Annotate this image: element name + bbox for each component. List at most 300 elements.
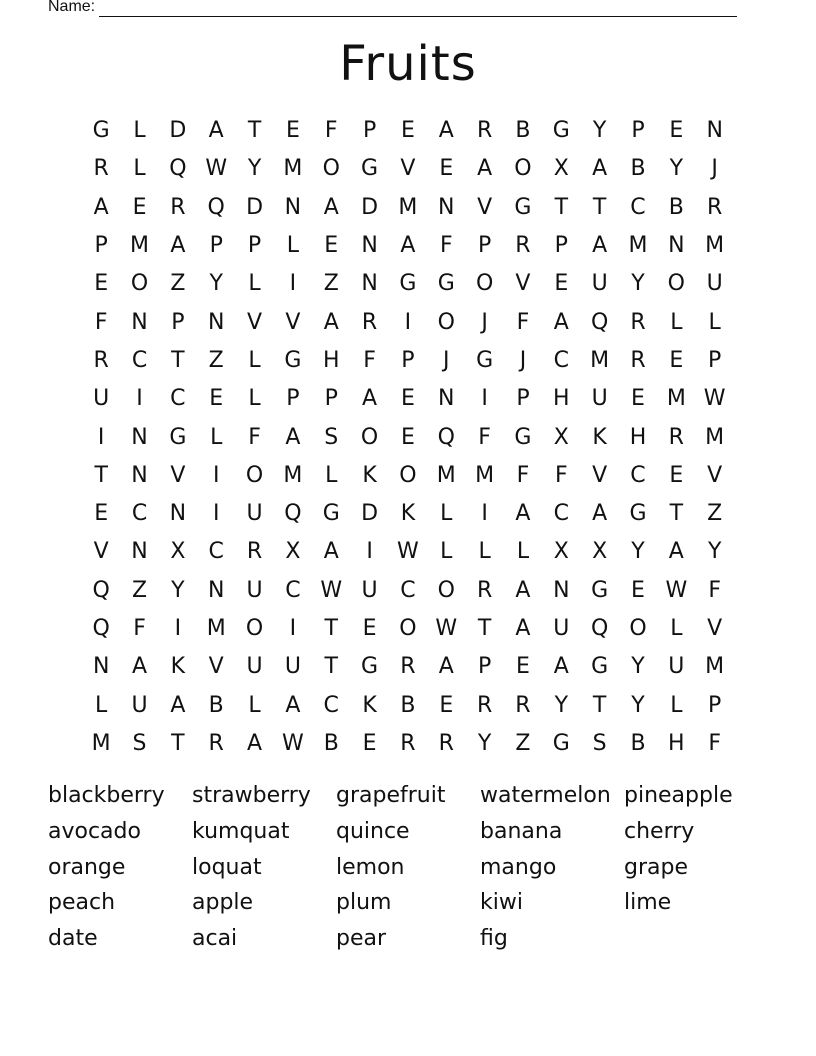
grid-cell[interactable]: B xyxy=(668,194,684,220)
grid-cell[interactable]: I xyxy=(212,501,220,527)
grid-cell[interactable]: F xyxy=(554,462,568,488)
grid-cell[interactable]: G xyxy=(476,347,494,373)
grid-cell[interactable]: Y xyxy=(171,577,185,603)
grid-cell[interactable]: E xyxy=(516,654,530,680)
grid-cell[interactable]: N xyxy=(207,577,225,603)
grid-cell[interactable]: L xyxy=(440,539,453,565)
grid-cell[interactable]: E xyxy=(669,118,684,144)
grid-cell[interactable]: S xyxy=(324,424,339,450)
grid-cell[interactable]: H xyxy=(668,730,685,756)
grid-cell[interactable]: C xyxy=(630,194,646,220)
grid-cell[interactable]: E xyxy=(439,156,454,182)
grid-cell[interactable]: G xyxy=(361,156,379,182)
grid-cell[interactable]: D xyxy=(169,118,187,144)
grid-cell[interactable]: I xyxy=(97,424,105,450)
grid-cell[interactable]: G xyxy=(552,730,570,756)
grid-cell[interactable]: A xyxy=(553,309,569,335)
grid-cell[interactable]: A xyxy=(438,118,454,144)
grid-cell[interactable]: R xyxy=(630,347,646,373)
grid-cell[interactable]: G xyxy=(361,654,379,680)
grid-cell[interactable]: J xyxy=(519,347,527,373)
grid-cell[interactable]: N xyxy=(169,501,187,527)
grid-cell[interactable]: F xyxy=(133,616,146,641)
grid-cell[interactable]: N xyxy=(361,271,378,297)
grid-cell[interactable]: J xyxy=(481,309,488,335)
grid-cell[interactable]: V xyxy=(208,654,224,680)
grid-cell[interactable]: R xyxy=(246,539,263,565)
grid-cell[interactable]: L xyxy=(248,386,261,412)
grid-cell[interactable]: R xyxy=(515,692,531,718)
grid-cell[interactable]: R xyxy=(170,194,186,220)
grid-cell[interactable]: N xyxy=(131,424,148,450)
grid-cell[interactable]: B xyxy=(208,692,224,718)
grid-cell[interactable]: E xyxy=(324,233,339,259)
grid-cell[interactable]: M xyxy=(206,616,226,641)
grid-cell[interactable]: U xyxy=(591,271,608,297)
grid-cell[interactable]: I xyxy=(366,539,373,565)
grid-cell[interactable]: G xyxy=(552,118,570,144)
grid-cell[interactable]: Q xyxy=(92,577,110,603)
grid-cell[interactable]: W xyxy=(435,616,458,641)
grid-cell[interactable]: M xyxy=(283,462,303,488)
grid-cell[interactable]: M xyxy=(705,424,725,450)
grid-cell[interactable]: U xyxy=(553,616,570,641)
grid-cell[interactable]: X xyxy=(170,539,186,565)
grid-cell[interactable]: I xyxy=(174,616,182,641)
grid-cell[interactable]: E xyxy=(669,462,684,488)
grid-cell[interactable]: Z xyxy=(323,271,339,297)
grid-cell[interactable]: A xyxy=(592,156,608,182)
grid-cell[interactable]: X xyxy=(285,539,301,565)
grid-cell[interactable]: V xyxy=(707,462,723,488)
grid-cell[interactable]: V xyxy=(400,156,416,182)
grid-cell[interactable]: L xyxy=(516,539,530,565)
grid-cell[interactable]: V xyxy=(285,309,301,335)
grid-cell[interactable]: R xyxy=(668,424,684,450)
grid-cell[interactable]: K xyxy=(400,501,416,527)
grid-cell[interactable]: R xyxy=(707,194,723,220)
grid-cell[interactable]: Y xyxy=(669,156,684,182)
grid-cell[interactable]: X xyxy=(553,539,569,565)
grid-row xyxy=(82,189,734,227)
grid-cell[interactable]: A xyxy=(285,692,301,718)
name-label: Name: xyxy=(48,0,96,15)
grid-cell[interactable]: M xyxy=(398,194,418,220)
grid-cell[interactable]: C xyxy=(170,386,186,412)
grid-cell[interactable]: G xyxy=(322,501,340,527)
grid-cell[interactable]: H xyxy=(322,347,340,373)
grid-cell[interactable]: T xyxy=(324,654,338,680)
grid-cell[interactable]: R xyxy=(93,347,109,373)
grid-cell[interactable]: Q xyxy=(92,616,110,641)
grid-cell[interactable]: C xyxy=(400,577,416,603)
grid-cell[interactable]: U xyxy=(93,386,110,412)
grid-cell[interactable]: P xyxy=(209,233,223,259)
grid-cell[interactable]: R xyxy=(476,692,493,718)
grid-cell[interactable]: N xyxy=(706,118,723,144)
grid-cell[interactable]: E xyxy=(209,386,224,412)
grid-cell[interactable]: L xyxy=(95,692,108,718)
grid-cell[interactable]: F xyxy=(363,347,376,373)
grid-cell[interactable]: Y xyxy=(209,271,223,297)
grid-cell[interactable]: Z xyxy=(707,501,723,527)
grid-row xyxy=(82,380,734,418)
grid-cell[interactable]: U xyxy=(706,271,723,297)
grid-cell[interactable]: P xyxy=(477,654,492,680)
grid-cell[interactable]: L xyxy=(440,501,453,527)
grid-cell[interactable]: T xyxy=(554,194,569,220)
grid-cell[interactable]: E xyxy=(132,194,147,220)
grid-cell[interactable]: T xyxy=(477,616,492,641)
grid-cell[interactable]: B xyxy=(630,156,646,182)
grid-cell[interactable]: N xyxy=(668,233,685,259)
grid-cell[interactable]: V xyxy=(170,462,186,488)
grid-cell[interactable]: A xyxy=(668,539,684,565)
grid-cell[interactable]: U xyxy=(246,501,263,527)
grid-cell[interactable]: B xyxy=(400,692,416,718)
grid-cell[interactable]: M xyxy=(283,156,303,182)
grid-cell[interactable]: U xyxy=(131,692,148,718)
grid-cell[interactable]: E xyxy=(400,424,415,450)
grid-cell[interactable]: G xyxy=(514,424,532,450)
grid-cell[interactable]: W xyxy=(205,156,228,182)
grid-cell[interactable]: T xyxy=(592,194,607,220)
grid-cell[interactable]: A xyxy=(400,233,416,259)
grid-cell[interactable]: X xyxy=(592,539,608,565)
grid-cell[interactable]: O xyxy=(629,616,647,641)
grid-cell[interactable]: C xyxy=(131,501,148,527)
grid-cell[interactable]: W xyxy=(703,386,726,412)
grid-cell[interactable]: U xyxy=(246,577,263,603)
grid-cell[interactable]: N xyxy=(553,577,570,603)
grid-cell[interactable]: E xyxy=(439,692,454,718)
grid-cell[interactable]: Z xyxy=(131,577,148,603)
grid-cell[interactable]: M xyxy=(475,462,495,488)
grid-cell[interactable]: G xyxy=(437,271,455,297)
grid-cell[interactable]: G xyxy=(591,654,609,680)
grid-cell[interactable]: P xyxy=(324,386,338,412)
grid-cell[interactable]: E xyxy=(362,730,377,756)
grid-cell[interactable]: O xyxy=(667,271,685,297)
grid-cell[interactable]: V xyxy=(477,194,493,220)
grid-cell[interactable]: P xyxy=(401,347,415,373)
grid-cell[interactable]: T xyxy=(94,462,108,488)
grid-cell[interactable]: R xyxy=(476,577,493,603)
grid-cell[interactable]: N xyxy=(131,309,148,335)
grid-cell[interactable]: W xyxy=(320,577,343,603)
grid-cell[interactable]: L xyxy=(248,692,261,718)
grid-cell[interactable]: H xyxy=(629,424,647,450)
grid-cell[interactable]: O xyxy=(360,424,379,450)
grid-cell[interactable]: O xyxy=(130,271,149,297)
grid-cell[interactable]: N xyxy=(361,233,378,259)
grid-cell[interactable]: A xyxy=(247,730,263,756)
grid-cell[interactable]: P xyxy=(171,309,185,335)
grid-cell[interactable]: M xyxy=(705,654,725,680)
grid-cell[interactable]: I xyxy=(289,616,297,641)
grid-cell[interactable]: A xyxy=(592,501,608,527)
grid-cell[interactable]: J xyxy=(711,156,718,182)
grid-cell[interactable]: R xyxy=(400,730,416,756)
grid-cell[interactable]: A xyxy=(515,616,531,641)
grid-cell[interactable]: J xyxy=(443,347,450,373)
grid-cell[interactable]: A xyxy=(285,424,301,450)
grid-cell[interactable]: L xyxy=(670,309,683,335)
grid-cell[interactable]: P xyxy=(516,386,530,412)
grid-cell[interactable]: E xyxy=(669,347,684,373)
grid-cell[interactable]: L xyxy=(248,271,261,297)
grid-cell[interactable]: L xyxy=(210,424,223,450)
grid-cell[interactable]: V xyxy=(93,539,109,565)
grid-cell[interactable]: C xyxy=(630,462,646,488)
grid-cell[interactable]: K xyxy=(362,692,377,718)
grid-cell[interactable]: D xyxy=(246,194,264,220)
grid-cell[interactable]: M xyxy=(91,730,111,756)
grid-cell[interactable]: I xyxy=(481,501,488,527)
grid-cell[interactable]: A xyxy=(438,654,454,680)
grid-cell[interactable]: P xyxy=(477,233,492,259)
grid-cell[interactable]: N xyxy=(131,462,148,488)
grid-cell[interactable]: M xyxy=(590,347,610,373)
word-list-item: blackberry xyxy=(48,783,165,808)
grid-cell[interactable]: Q xyxy=(169,156,187,182)
grid-cell[interactable]: I xyxy=(289,271,297,297)
grid-cell[interactable]: V xyxy=(515,271,531,297)
grid-cell[interactable]: W xyxy=(397,539,419,565)
grid-cell[interactable]: B xyxy=(323,730,339,756)
grid-cell[interactable]: M xyxy=(130,233,149,259)
grid-cell[interactable]: Y xyxy=(631,654,645,680)
grid-cell[interactable]: N xyxy=(207,309,225,335)
grid-cell[interactable]: E xyxy=(554,271,569,297)
grid-cell[interactable]: Q xyxy=(590,309,609,335)
grid-cell[interactable]: G xyxy=(169,424,187,450)
grid-cell[interactable]: T xyxy=(247,118,262,144)
grid-cell[interactable]: E xyxy=(631,577,645,603)
grid-cell[interactable]: Q xyxy=(437,424,455,450)
grid-cell[interactable]: N xyxy=(131,539,148,565)
grid-cell[interactable]: E xyxy=(400,118,415,144)
grid-cell[interactable]: A xyxy=(208,118,224,144)
grid-cell[interactable]: U xyxy=(246,654,263,680)
grid-cell[interactable]: L xyxy=(478,539,491,565)
grid-cell[interactable]: Y xyxy=(247,156,262,182)
grid-cell[interactable]: A xyxy=(93,194,109,220)
grid-cell[interactable]: K xyxy=(592,424,607,450)
grid-cell[interactable]: W xyxy=(282,730,304,756)
grid-cell[interactable]: A xyxy=(362,386,378,412)
grid-cell[interactable]: O xyxy=(245,462,264,488)
grid-cell[interactable]: Y xyxy=(631,271,645,297)
grid-cell[interactable]: T xyxy=(324,616,338,641)
grid-cell[interactable]: C xyxy=(208,539,224,565)
grid-cell[interactable]: Y xyxy=(554,692,569,718)
grid-cell[interactable]: T xyxy=(592,692,607,718)
grid-cell[interactable]: L xyxy=(325,462,338,488)
grid-cell[interactable]: L xyxy=(670,616,683,641)
grid-cell[interactable]: L xyxy=(133,156,146,182)
grid-cell[interactable]: P xyxy=(554,233,568,259)
grid-cell[interactable]: Y xyxy=(631,692,645,718)
grid-cell[interactable]: G xyxy=(399,271,417,297)
grid-cell[interactable]: L xyxy=(248,347,261,373)
grid-cell[interactable]: F xyxy=(708,730,721,756)
grid-cell[interactable]: O xyxy=(437,577,455,603)
grid-cell[interactable]: R xyxy=(438,730,454,756)
grid-cell[interactable]: Y xyxy=(707,539,722,565)
grid-cell[interactable]: P xyxy=(362,118,377,144)
grid-cell[interactable]: Q xyxy=(207,194,225,220)
grid-cell[interactable]: A xyxy=(515,577,531,603)
grid-cell[interactable]: F xyxy=(516,462,530,488)
grid-cell[interactable]: K xyxy=(170,654,186,680)
grid-cell[interactable]: Z xyxy=(208,347,224,373)
name-line[interactable] xyxy=(99,0,737,17)
grid-cell[interactable]: F xyxy=(439,233,453,259)
grid-cell[interactable]: E xyxy=(631,386,645,412)
grid-cell[interactable]: C xyxy=(285,577,301,603)
grid-cell[interactable]: N xyxy=(284,194,302,220)
grid-cell[interactable]: G xyxy=(514,194,532,220)
grid-cell[interactable]: M xyxy=(666,386,686,412)
grid-cell[interactable]: F xyxy=(478,424,491,450)
grid-cell[interactable]: M xyxy=(436,462,456,488)
grid-cell[interactable]: S xyxy=(592,730,607,756)
grid-cell[interactable]: A xyxy=(323,539,339,565)
grid-cell[interactable]: A xyxy=(170,233,186,259)
grid-cell[interactable]: Y xyxy=(592,118,607,144)
grid-cell[interactable]: O xyxy=(514,156,532,182)
grid-cell[interactable]: K xyxy=(362,462,377,488)
grid-cell[interactable]: P xyxy=(247,233,262,259)
word-list-item: date xyxy=(48,926,98,952)
grid-cell[interactable]: L xyxy=(670,692,683,718)
grid-cell[interactable]: E xyxy=(94,501,109,527)
grid-cell[interactable]: F xyxy=(94,309,108,335)
grid-cell[interactable]: A xyxy=(131,654,148,680)
grid-cell[interactable]: I xyxy=(404,309,412,335)
grid-cell[interactable]: E xyxy=(94,271,109,297)
word-list-item: quince xyxy=(336,818,410,844)
grid-cell[interactable]: C xyxy=(553,501,569,527)
grid-cell[interactable]: O xyxy=(437,309,455,335)
grid-cell[interactable]: Z xyxy=(515,730,531,756)
grid-cell[interactable]: M xyxy=(628,233,648,259)
grid-cell[interactable]: O xyxy=(475,271,494,297)
grid-cell[interactable]: P xyxy=(286,386,300,412)
grid-cell[interactable]: F xyxy=(708,577,721,603)
word-list-item: lemon xyxy=(336,854,405,880)
grid-cell[interactable]: E xyxy=(285,118,300,144)
grid-cell[interactable]: O xyxy=(245,616,264,641)
grid-cell[interactable]: O xyxy=(399,616,417,641)
grid-cell[interactable]: R xyxy=(515,233,531,259)
grid-cell[interactable]: O xyxy=(399,462,417,488)
grid-cell[interactable]: S xyxy=(132,730,147,756)
grid-cell[interactable]: N xyxy=(438,386,455,412)
grid-cell[interactable]: Y xyxy=(631,539,645,565)
grid-cell[interactable]: C xyxy=(131,347,148,373)
grid-cell[interactable]: L xyxy=(286,233,300,259)
grid-cell[interactable]: A xyxy=(515,501,531,527)
grid-cell[interactable]: R xyxy=(93,156,109,182)
grid-cell[interactable]: X xyxy=(553,424,569,450)
grid-cell[interactable]: H xyxy=(553,386,570,412)
grid-cell[interactable]: G xyxy=(92,118,110,144)
grid-cell[interactable]: W xyxy=(665,577,688,603)
grid-cell[interactable]: T xyxy=(171,347,185,373)
grid-cell[interactable]: T xyxy=(171,730,185,756)
grid-cell[interactable]: U xyxy=(361,577,378,603)
grid-cell[interactable]: Z xyxy=(170,271,186,297)
grid-cell[interactable]: R xyxy=(400,654,416,680)
grid-cell[interactable]: T xyxy=(669,501,684,527)
grid-cell[interactable]: R xyxy=(476,118,493,144)
grid-cell[interactable]: O xyxy=(322,156,340,182)
grid-cell[interactable]: C xyxy=(553,347,569,373)
grid-cell[interactable]: A xyxy=(553,654,569,680)
grid-cell[interactable]: Y xyxy=(477,730,492,756)
grid-cell[interactable]: M xyxy=(705,233,725,259)
grid-cell[interactable]: P xyxy=(708,347,722,373)
grid-cell[interactable]: L xyxy=(133,118,146,144)
grid-cell[interactable]: F xyxy=(248,424,261,450)
grid-cell[interactable]: R xyxy=(361,309,378,335)
grid-cell[interactable]: G xyxy=(591,577,609,603)
grid-cell[interactable]: N xyxy=(92,654,110,680)
grid-cell[interactable]: Q xyxy=(284,501,302,527)
grid-cell[interactable]: U xyxy=(284,654,301,680)
grid-cell[interactable]: P xyxy=(708,692,722,718)
grid-cell[interactable]: A xyxy=(170,692,186,718)
grid-cell[interactable]: I xyxy=(481,386,488,412)
grid-cell[interactable]: V xyxy=(707,616,723,641)
grid-cell[interactable]: G xyxy=(284,347,302,373)
grid-cell[interactable]: P xyxy=(631,118,645,144)
grid-cell[interactable]: V xyxy=(592,462,608,488)
grid-cell[interactable]: E xyxy=(400,386,415,412)
grid-row xyxy=(82,725,734,763)
grid-cell[interactable]: G xyxy=(629,501,647,527)
grid-cell[interactable]: A xyxy=(592,233,608,259)
grid-cell[interactable]: I xyxy=(212,462,220,488)
grid-cell[interactable]: R xyxy=(208,730,224,756)
name-field[interactable] xyxy=(48,0,737,17)
grid-cell[interactable]: A xyxy=(323,194,339,220)
grid-cell[interactable]: N xyxy=(438,194,455,220)
grid-cell[interactable]: I xyxy=(136,386,143,412)
grid-cell[interactable]: U xyxy=(668,654,685,680)
grid-cell[interactable]: C xyxy=(323,692,339,718)
grid-cell[interactable]: A xyxy=(477,156,493,182)
grid-cell[interactable]: D xyxy=(361,194,379,220)
grid-row xyxy=(82,572,734,610)
grid-cell[interactable]: U xyxy=(591,386,608,412)
grid-cell[interactable]: F xyxy=(516,309,530,335)
grid-cell[interactable]: A xyxy=(323,309,339,335)
grid-cell[interactable]: E xyxy=(362,616,377,641)
grid-cell[interactable]: B xyxy=(630,730,646,756)
grid-cell[interactable]: L xyxy=(708,309,721,335)
grid-cell[interactable]: P xyxy=(94,233,108,259)
grid-cell[interactable]: B xyxy=(515,118,531,144)
grid-cell[interactable]: F xyxy=(324,118,338,144)
grid-cell[interactable]: Q xyxy=(590,616,609,641)
grid-cell[interactable]: V xyxy=(247,309,263,335)
grid-cell[interactable]: D xyxy=(361,501,379,527)
grid-cell[interactable]: X xyxy=(553,156,569,182)
grid-cell[interactable]: R xyxy=(630,309,646,335)
